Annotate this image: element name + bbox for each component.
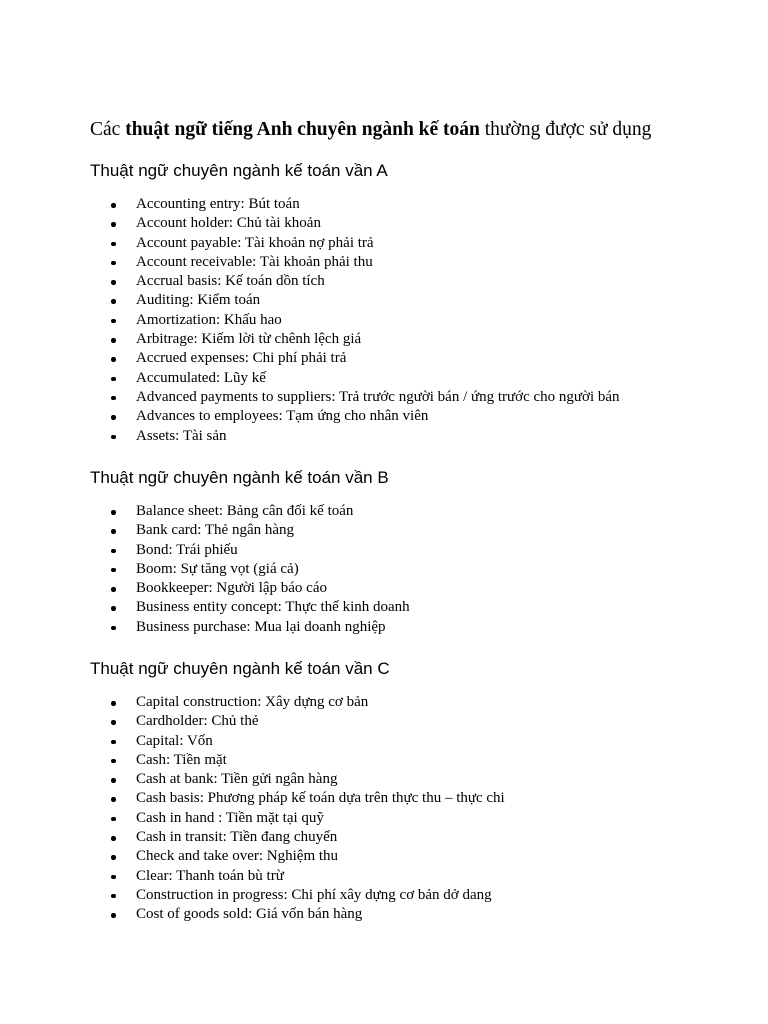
term-text: Construction in progress: Chi phí xây dựng cơ bản dở dang: [136, 886, 492, 903]
term-text: Assets: Tài sản: [136, 427, 227, 444]
term-text: Bank card: Thẻ ngân hàng: [136, 522, 295, 539]
term-text: Cash: Tiền mặt: [136, 751, 227, 768]
term-text: Auditing: Kiểm toán: [136, 292, 261, 309]
term-text: Business entity concept: Thực thể kinh doanh: [136, 599, 410, 616]
term-text: Advances to employees: Tạm ứng cho nhân viên: [136, 408, 429, 425]
bullet-icon: [111, 701, 116, 706]
list-item: [90, 560, 410, 579]
term-text: Account holder: Chủ tài khoản: [136, 215, 321, 232]
term-text: Advanced payments to suppliers: Trả trước người bán / ứng trước cho người bán: [136, 388, 620, 405]
bullet-icon: [111, 778, 116, 783]
list-item: [90, 905, 505, 924]
term-text: Capital: Vốn: [136, 732, 213, 749]
list-item: [90, 598, 410, 617]
term-text: Accrual basis: Kế toán dồn tích: [136, 273, 325, 290]
bullet-icon: [111, 817, 116, 822]
document-title: [90, 116, 651, 144]
bullet-icon: [111, 568, 116, 573]
list-item: [90, 388, 620, 407]
bullet-icon: [111, 261, 116, 266]
list-item: [90, 234, 620, 253]
bullet-icon: [111, 759, 116, 764]
bullet-icon: [111, 299, 116, 304]
list-item: [90, 579, 410, 598]
list-item: [90, 886, 505, 905]
term-text: Accrued expenses: Chi phí phải trả: [136, 350, 347, 367]
section-heading-b: Thuật ngữ chuyên ngành kế toán vần B: [90, 468, 389, 487]
term-text: Cash at bank: Tiền gửi ngân hàng: [136, 771, 338, 788]
term-text: Accumulated: Lũy kế: [136, 369, 266, 386]
list-item: [90, 809, 505, 828]
list-item: [90, 847, 505, 866]
term-list-a: [90, 195, 620, 446]
bullet-icon: [111, 720, 116, 725]
term-text: Cash basis: Phương pháp kế toán dựa trên thực thu – thực chi: [136, 790, 505, 807]
list-item: [90, 770, 505, 789]
list-item: [90, 195, 620, 214]
bullet-icon: [111, 529, 116, 534]
list-item: [90, 214, 620, 233]
bullet-icon: [111, 894, 116, 899]
list-item: [90, 502, 410, 521]
bullet-icon: [111, 222, 116, 227]
term-text: Cash in hand : Tiền mặt tại quỹ: [136, 809, 324, 826]
term-text: Capital construction: Xây dựng cơ bản: [136, 694, 369, 710]
list-item: [90, 407, 620, 426]
list-item: [90, 828, 505, 847]
bullet-icon: [111, 510, 116, 515]
list-item: [90, 867, 505, 886]
bullet-icon: [111, 587, 116, 592]
term-text: Clear: Thanh toán bù trừ: [136, 867, 284, 884]
list-item: [90, 789, 505, 808]
bullet-icon: [111, 740, 116, 745]
list-item: [90, 541, 410, 560]
list-item: [90, 427, 620, 446]
list-item: [90, 618, 410, 637]
bullet-icon: [111, 435, 116, 440]
bullet-icon: [111, 377, 116, 382]
list-item: [90, 349, 620, 368]
bullet-icon: [111, 415, 116, 420]
list-item: [90, 330, 620, 349]
bullet-icon: [111, 797, 116, 802]
term-text: Balance sheet: Bảng cân đối kế toán: [136, 503, 354, 519]
list-item: [90, 253, 620, 272]
term-text: Check and take over: Nghiệm thu: [136, 848, 339, 865]
list-item: [90, 693, 505, 712]
bullet-icon: [111, 836, 116, 841]
term-text: Bookkeeper: Người lập báo cáo: [136, 580, 328, 597]
list-item: [90, 732, 505, 751]
term-text: Cardholder: Chủ thẻ: [136, 713, 259, 730]
bullet-icon: [111, 855, 116, 860]
term-text: Cost of goods sold: Giá vốn bán hàng: [136, 906, 363, 923]
term-text: Boom: Sự tăng vọt (giá cả): [136, 560, 299, 577]
bullet-icon: [111, 549, 116, 554]
bullet-icon: [111, 319, 116, 324]
bullet-icon: [111, 875, 116, 880]
bullet-icon: [111, 913, 116, 918]
list-item: [90, 311, 620, 330]
bullet-icon: [111, 338, 116, 343]
list-item: [90, 291, 620, 310]
bullet-icon: [111, 242, 116, 247]
title-suffix: thường được sử dụng: [479, 119, 652, 140]
title-prefix: Các: [90, 119, 126, 140]
bullet-icon: [111, 357, 116, 362]
list-item: [90, 369, 620, 388]
bullet-icon: [111, 396, 116, 401]
term-text: Accounting entry: Bút toán: [136, 196, 300, 212]
term-text: Account payable: Tài khoản nợ phải trả: [136, 234, 374, 251]
section-heading-a: Thuật ngữ chuyên ngành kế toán vần A: [90, 161, 388, 180]
term-text: Cash in transit: Tiền đang chuyển: [136, 829, 338, 846]
term-text: Arbitrage: Kiếm lời từ chênh lệch giá: [136, 331, 362, 348]
list-item: [90, 712, 505, 731]
term-list-b: [90, 502, 410, 637]
bullet-icon: [111, 626, 116, 631]
term-text: Amortization: Khấu hao: [136, 311, 282, 328]
term-list-c: [90, 693, 505, 925]
section-heading-c: Thuật ngữ chuyên ngành kế toán vần C: [90, 659, 390, 678]
bullet-icon: [111, 280, 116, 285]
term-text: Bond: Trái phiếu: [136, 541, 238, 558]
term-text: Account receivable: Tài khoản phải thu: [136, 253, 373, 270]
list-item: [90, 751, 505, 770]
term-text: Business purchase: Mua lại doanh nghiệp: [136, 618, 386, 635]
title-bold-phrase: thuật ngữ tiếng Anh chuyên ngành kế toán: [125, 119, 480, 140]
list-item: [90, 272, 620, 291]
bullet-icon: [111, 606, 116, 611]
list-item: [90, 521, 410, 540]
bullet-icon: [111, 203, 116, 208]
